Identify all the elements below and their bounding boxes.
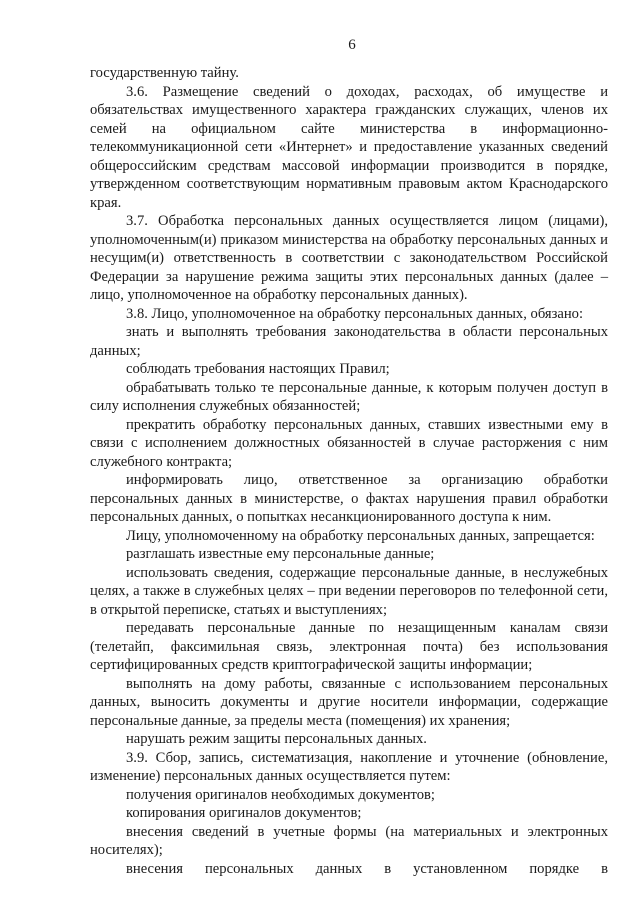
- paragraph: внесения сведений в учетные формы (на материальных и электронных носителях);: [90, 823, 608, 858]
- document-body: [90, 64, 608, 878]
- paragraph: государственную тайну.: [90, 65, 239, 81]
- paragraph: передавать персональные данные по незащищенным каналам связи (телетайп, факсимильная связь, электронная почта) без использования сертифицированных средств криптографической защиты информации;: [90, 620, 608, 673]
- paragraph: Лицу, уполномоченному на обработку персональных данных, запрещается:: [126, 527, 595, 544]
- paragraph: внесения персональных данных в установленном порядке в: [126, 860, 608, 877]
- paragraph: информировать лицо, ответственное за организацию обработки персональных данных в министерстве, о фактах нарушения правил обработки персональных данных, о попытках несанкционированного доступа к ним.: [90, 472, 608, 525]
- paragraph: копирования оригиналов документов;: [126, 805, 362, 821]
- paragraph: 3.6. Размещение сведений о доходах, расходах, об имуществе и обязательствах имущественного характера гражданских служащих, членов их семей на официальном сайте министерства в информационно-телекоммуникационной сети «Интернет» и предоставление указанных сведений общероссийским средствам массовой информации производится в порядке, утвержденном соответствующим нормативным правовым актом Краснодарского края.: [90, 83, 608, 211]
- paragraph: получения оригиналов необходимых документов;: [126, 786, 435, 803]
- paragraph: использовать сведения, содержащие персональные данные, в неслужебных целях, а также в служебных целях – при ведении переговоров по телефонной сети, в открытой переписке, статьях и выступлениях;: [90, 564, 608, 618]
- paragraph: прекратить обработку персональных данных, ставших известными ему в связи с исполнением должностных обязанностей в случае расторжения с ним служебного контракта;: [90, 416, 608, 470]
- paragraph: 3.9. Сбор, запись, систематизация, накопление и уточнение (обновление, изменение) персональных данных осуществляется путем:: [90, 749, 608, 784]
- page-number: 6: [348, 37, 356, 53]
- paragraph: знать и выполнять требования законодательства в области персональных данных;: [90, 324, 608, 359]
- paragraph: выполнять на дому работы, связанные с использованием персональных данных, выносить документы и другие носители информации, содержащие персональные данные, за пределы места (помещения) их хранения;: [90, 675, 608, 729]
- paragraph: 3.7. Обработка персональных данных осуществляется лицом (лицами), уполномоченным(и) приказом министерства на обработку персональных данных и несущим(и) ответственность в соответствии с законодательством Российской Федерации за нарушение режима защиты этих персональных данных (далее – лицо, уполномоченное на обработку персональных данных).: [90, 213, 608, 303]
- paragraph: 3.8. Лицо, уполномоченное на обработку персональных данных, обязано:: [126, 305, 584, 322]
- paragraph: нарушать режим защиты персональных данных.: [126, 731, 427, 747]
- paragraph: разглашать известные ему персональные данные;: [126, 546, 435, 562]
- paragraph: соблюдать требования настоящих Правил;: [126, 361, 390, 377]
- paragraph: обрабатывать только те персональные данные, к которым получен доступ в силу исполнения служебных обязанностей;: [90, 379, 608, 414]
